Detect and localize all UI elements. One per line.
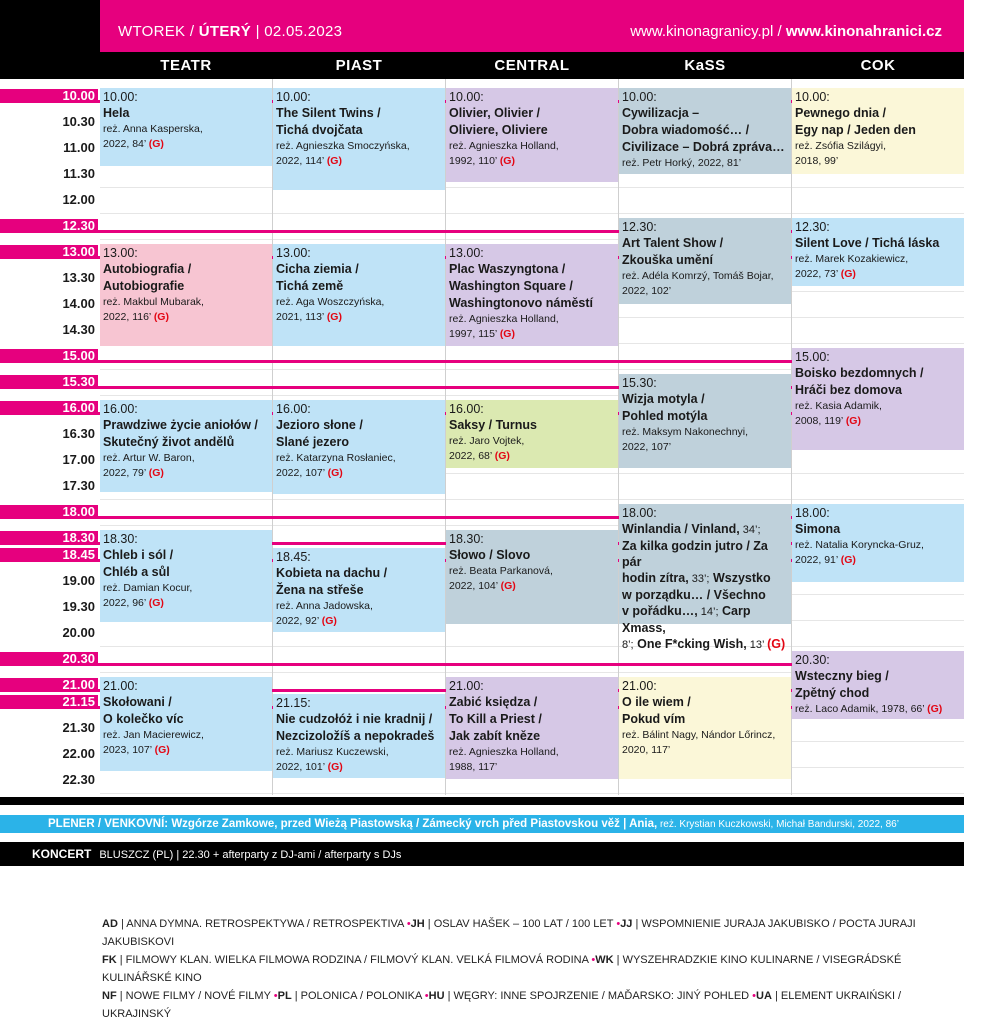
- film-year-duration-text: 2022, 102’: [622, 285, 672, 297]
- screening-teatr-1300[interactable]: [100, 244, 272, 346]
- film-title: Silent Love / Tichá láska: [795, 236, 940, 250]
- film-title: Slané jezero: [276, 435, 349, 449]
- film-title: Wsteczny bieg /: [795, 669, 889, 683]
- film-title: Pohled motýla: [622, 409, 708, 423]
- short-films-line: [622, 636, 788, 653]
- screening-cok-1500[interactable]: [792, 348, 964, 450]
- film-year-duration: [103, 137, 269, 152]
- screening-time: 18.30:: [449, 532, 484, 546]
- film-title: Chléb a sůl: [103, 565, 170, 579]
- film-year-duration-text: 2022, 91’: [795, 554, 838, 566]
- time-label: 18.00: [62, 504, 95, 519]
- legend-separator-dot: •: [616, 918, 621, 930]
- legend-code: HU: [428, 990, 445, 1002]
- film-director: reż. Katarzyna Rosłaniec,: [276, 452, 396, 464]
- time-label: 22.30: [62, 772, 95, 787]
- date-prefix: WTOREK /: [118, 23, 199, 40]
- film-title: Tichá země: [276, 279, 344, 293]
- film-year-duration: [449, 579, 615, 594]
- film-title: Cicha ziemia /: [276, 262, 359, 276]
- guest-badge: (G): [840, 268, 856, 280]
- short-film-text: w porządku… / Všechno: [622, 588, 766, 602]
- legend-code: AD: [102, 918, 118, 930]
- legend-code: WK: [595, 954, 614, 966]
- film-year-duration: [622, 743, 788, 758]
- film-year-duration-text: 2022, 114’: [276, 155, 324, 167]
- screening-cok-2030[interactable]: [792, 651, 964, 719]
- short-film-text: Winlandia / Vinland,: [622, 522, 740, 536]
- legend-separator-dot: •: [591, 954, 596, 966]
- time-label: 14.30: [62, 322, 95, 337]
- film-title: Zkouška umění: [622, 253, 713, 267]
- guest-badge: (G): [499, 328, 515, 340]
- film-director: reż. Agnieszka Holland,: [449, 746, 559, 758]
- time-label: 13.00: [62, 244, 95, 259]
- screening-kass-1230[interactable]: [619, 218, 791, 304]
- film-title: Simona: [795, 522, 841, 536]
- film-title: Boisko bezdomnych /: [795, 366, 924, 380]
- film-title: Pewnego dnia /: [795, 106, 886, 120]
- film-director: reż. Mariusz Kuczewski,: [276, 746, 389, 758]
- film-director: reż. Laco Adamik, 1978, 66’ (G): [795, 703, 943, 715]
- time-label: 22.00: [62, 746, 95, 761]
- film-year-duration-text: 1988, 117’: [449, 761, 498, 773]
- screening-central-2100[interactable]: [446, 677, 618, 779]
- film-year-duration-text: 2022, 84’: [103, 138, 146, 150]
- time-label: 12.00: [62, 192, 95, 207]
- film-title: Prawdziwe życie aniołów /: [103, 418, 258, 432]
- short-films-line: [622, 521, 788, 538]
- guest-badge: (G): [845, 415, 861, 427]
- film-year-duration-text: 2022, 79’: [103, 467, 146, 479]
- film-year-duration-text: 2021, 113’: [276, 311, 324, 323]
- film-director: reż. Jan Macierewicz,: [103, 729, 204, 741]
- time-label: 12.30: [62, 218, 95, 233]
- film-director: reż. Agnieszka Holland,: [449, 140, 559, 152]
- screening-time: 10.00:: [449, 90, 484, 104]
- film-year-duration: [622, 440, 788, 455]
- film-year-duration-text: 2018, 99’: [795, 155, 839, 167]
- film-director: reż. Beata Parkanová,: [449, 565, 553, 577]
- film-year-duration-text: 2022, 116’: [103, 311, 151, 323]
- short-film-text: 33’;: [688, 573, 710, 585]
- legend-description: | POLONICA / POLONIKA: [291, 990, 425, 1002]
- film-year-duration-text: 1997, 115’: [449, 328, 497, 340]
- plener-credits: reż. Krystian Kuczkowski, Michał Bandurski, 2022, 86’: [657, 819, 899, 830]
- time-label: 11.00: [63, 140, 95, 155]
- legend-separator-dot: •: [273, 990, 278, 1002]
- legend-description: | OSLAV HAŠEK – 100 LAT / 100 LET: [424, 918, 617, 930]
- film-title: Olivier, Olivier /: [449, 106, 541, 120]
- guest-badge: (G): [326, 311, 342, 323]
- film-year-duration: [103, 310, 269, 325]
- legend-description: | WSPOMNIENIE JURAJA JAKUBISKO / POCTA JURAJI JAKUBISKOVI: [102, 918, 916, 948]
- film-title: Žena na střeše: [276, 583, 364, 597]
- film-director: reż. Adéla Komrzý, Tomáš Bojar,: [622, 270, 774, 282]
- film-director: reż. Natalia Koryncka-Gruz,: [795, 539, 924, 551]
- screening-kass-1530[interactable]: [619, 374, 791, 468]
- time-label: 21.00: [62, 677, 95, 692]
- film-director: reż. Anna Kasperska,: [103, 123, 203, 135]
- film-year-duration-text: 2022, 92’: [276, 615, 319, 627]
- short-film-text: Carp Xmass,: [622, 604, 751, 635]
- time-label: 20.00: [62, 625, 95, 640]
- screening-time: 16.00:: [449, 402, 484, 416]
- time-label: 10.30: [62, 114, 95, 129]
- legend-description: | ANNA DYMNA. RETROSPEKTYWA / RETROSPEKTIVA: [117, 918, 407, 930]
- section-legend: [102, 915, 972, 1023]
- legend-separator-dot: •: [424, 990, 429, 1002]
- film-year-duration-text: 2022, 104’: [449, 580, 498, 592]
- film-director: reż. Damian Kocur,: [103, 582, 193, 594]
- time-label: 18.45: [62, 547, 95, 562]
- screening-time: 18.45:: [276, 550, 311, 564]
- film-title: Jak zabít kněze: [449, 729, 541, 743]
- film-year-duration: [449, 154, 615, 169]
- plener-bar: [0, 815, 964, 833]
- film-director: reż. Anna Jadowska,: [276, 600, 373, 612]
- film-title: Pokud vím: [622, 712, 686, 726]
- film-title: Zabić księdza /: [449, 695, 538, 709]
- film-director: reż. Artur W. Baron,: [103, 452, 195, 464]
- koncert-bar: [0, 842, 964, 866]
- screening-piast-1300[interactable]: [273, 244, 445, 346]
- screening-time: 21.15:: [276, 696, 311, 710]
- short-film-text: Za kilka godzin jutro / Za pár: [622, 539, 768, 569]
- column-header-teatr: TEATR: [160, 57, 212, 74]
- film-title: Autobiografia /: [103, 262, 192, 276]
- film-year-duration: [276, 760, 442, 775]
- film-title: Skutečný život andělů: [103, 435, 235, 449]
- screening-teatr-1830[interactable]: [100, 530, 272, 622]
- screening-time: 21.00:: [449, 679, 484, 693]
- film-title: Autobiografie: [103, 279, 185, 293]
- time-label: 17.30: [62, 478, 95, 493]
- column-header-piast: PIAST: [335, 57, 383, 74]
- legend-row: [102, 987, 972, 1023]
- time-label: 19.00: [62, 573, 95, 588]
- short-film-text: 14’;: [697, 606, 719, 618]
- short-film-text: 34’;: [739, 524, 761, 536]
- header-left-block: [0, 0, 100, 52]
- screening-central-1830[interactable]: [446, 530, 618, 624]
- screening-time: 18.00:: [622, 506, 657, 520]
- guest-badge: (G): [153, 311, 169, 323]
- film-title: Nezcizoložíš a nepokradeš: [276, 729, 435, 743]
- film-year-duration: [622, 284, 788, 299]
- screening-time: 15.30:: [622, 376, 657, 390]
- film-year-duration: [103, 596, 269, 611]
- film-title: Oliviere, Oliviere: [449, 123, 548, 137]
- film-year-duration: [795, 553, 961, 568]
- guest-badge: (G): [327, 467, 343, 479]
- grid-line: [100, 213, 964, 214]
- film-title: Hela: [103, 106, 130, 120]
- plener-text: / VENKOVNÍ: Wzgórze Zamkowe, przed Wieżą Piastowską / Zámecký vrch před Piastovskou věž | Ania,: [94, 818, 658, 830]
- guest-badge: (G): [767, 637, 786, 651]
- legend-row: [102, 915, 972, 951]
- grid-line: [100, 793, 964, 794]
- film-title: Hráči bez domova: [795, 383, 902, 397]
- film-title: Civilizace – Dobrá zpráva…: [622, 140, 785, 154]
- film-year-duration-text: 2008, 119’: [795, 415, 843, 427]
- legend-description: | ELEMENT UKRAIŃSKI / UKRAJINSKÝ: [102, 990, 902, 1020]
- film-year-duration-text: 2022, 96’: [103, 597, 146, 609]
- film-director: reż. Agnieszka Holland,: [449, 313, 559, 325]
- film-title: Washingtonovo náměstí: [449, 296, 593, 310]
- film-title: The Silent Twins /: [276, 106, 381, 120]
- film-director: reż. Petr Horký, 2022, 81’: [622, 157, 742, 169]
- screening-time: 16.00:: [276, 402, 311, 416]
- time-label: 16.30: [62, 426, 95, 441]
- film-title: Washington Square /: [449, 279, 573, 293]
- koncert-label: KONCERT: [32, 847, 92, 861]
- legend-code: JJ: [620, 918, 633, 930]
- short-films-line: [622, 570, 788, 587]
- film-year-duration: [276, 154, 442, 169]
- legend-separator-dot: •: [406, 918, 411, 930]
- film-title: Kobieta na dachu /: [276, 566, 388, 580]
- short-film-text: Wszystko: [709, 571, 771, 585]
- plener-label: PLENER: [48, 818, 95, 830]
- film-year-duration-text: 2022, 73’: [795, 268, 838, 280]
- screening-kass-2100[interactable]: [619, 677, 791, 779]
- guest-badge: (G): [154, 744, 170, 756]
- screening-piast-2115[interactable]: [273, 694, 445, 778]
- url-pl-link[interactable]: www.kinonagranicy.pl /: [630, 23, 786, 40]
- screening-kass-1800[interactable]: [619, 504, 791, 651]
- film-year-duration: [103, 743, 269, 758]
- screening-time: 10.00:: [795, 90, 830, 104]
- column-header-central: CENTRAL: [494, 57, 570, 74]
- guest-badge: (G): [148, 597, 164, 609]
- legend-description: | NOWE FILMY / NOVÉ FILMY: [116, 990, 274, 1002]
- guest-badge: (G): [326, 155, 342, 167]
- time-label: 21.15: [62, 694, 95, 709]
- legend-description: | WĘGRY: INNE SPOJRZENIE / MAĎARSKO: JINÝ POHLED: [444, 990, 753, 1002]
- grid-line: [100, 646, 964, 647]
- column-header-kass: KaSS: [684, 57, 726, 74]
- film-title: O ile wiem /: [622, 695, 691, 709]
- film-title: Cywilizacja –: [622, 106, 700, 120]
- film-title: Plac Waszyngtona /: [449, 262, 566, 276]
- legend-code: FK: [102, 954, 117, 966]
- screening-cok-1800[interactable]: [792, 504, 964, 582]
- screening-teatr-2100[interactable]: [100, 677, 272, 771]
- header-urls: [630, 23, 942, 40]
- date-day-cz: ÚTERÝ: [198, 23, 252, 40]
- guest-badge: (G): [327, 761, 343, 773]
- schedule-bottom-bar: [0, 797, 964, 805]
- film-year-duration-text: 2023, 107’: [103, 744, 152, 756]
- screening-piast-1000[interactable]: [273, 88, 445, 190]
- screening-time: 10.00:: [103, 90, 138, 104]
- screening-time: 10.00:: [622, 90, 657, 104]
- film-director: reż. Aga Woszczyńska,: [276, 296, 385, 308]
- time-label: 10.00: [62, 88, 95, 103]
- guest-badge: (G): [148, 138, 164, 150]
- film-title: Nie cudzołóż i nie kradnij /: [276, 712, 433, 726]
- header-bar: [100, 0, 964, 52]
- screening-time: 12.30:: [622, 220, 657, 234]
- screening-piast-1845[interactable]: [273, 548, 445, 632]
- film-year-duration-text: 2022, 101’: [276, 761, 325, 773]
- guest-badge: (G): [500, 580, 516, 592]
- film-year-duration: [795, 154, 961, 169]
- film-director: reż. Jaro Vojtek,: [449, 435, 525, 447]
- short-films-line: [622, 603, 788, 636]
- film-year-duration: [276, 310, 442, 325]
- screening-time: 18.00:: [795, 506, 830, 520]
- film-title: Wizja motyla /: [622, 392, 705, 406]
- screening-piast-1600[interactable]: [273, 400, 445, 494]
- screening-teatr-1000[interactable]: [100, 88, 272, 166]
- screening-time: 20.30:: [795, 653, 830, 667]
- legend-description: | WYSZEHRADZKIE KINO KULINARNE / VISEGRÁDSKÉ KULINÁŘSKÉ KINO: [102, 954, 902, 984]
- film-year-duration: [276, 466, 442, 481]
- grid-line: [100, 187, 964, 188]
- guest-badge: (G): [494, 450, 510, 462]
- film-director: reż. Agnieszka Smoczyńska,: [276, 140, 410, 152]
- short-film-text: v pořádku…,: [622, 604, 698, 618]
- url-cz-link[interactable]: www.kinonahranici.cz: [785, 23, 942, 40]
- legend-separator-dot: •: [752, 990, 757, 1002]
- header-date: [118, 23, 342, 40]
- screening-time: 21.00:: [103, 679, 138, 693]
- legend-code: PL: [277, 990, 292, 1002]
- film-title: To Kill a Priest /: [449, 712, 542, 726]
- screening-central-1000[interactable]: [446, 88, 618, 182]
- screening-time: 10.00:: [276, 90, 311, 104]
- film-title: Skołowani /: [103, 695, 172, 709]
- film-year-duration: [449, 327, 615, 342]
- time-label: 15.30: [62, 374, 95, 389]
- film-director: reż. Makbul Mubarak,: [103, 296, 204, 308]
- film-title: Jezioro słone /: [276, 418, 363, 432]
- screening-central-1300[interactable]: [446, 244, 618, 346]
- time-label: 20.30: [62, 651, 95, 666]
- film-year-duration: [795, 267, 961, 282]
- screening-time: 18.30:: [103, 532, 138, 546]
- screening-time: 13.00:: [449, 246, 484, 260]
- film-title: Chleb i sól /: [103, 548, 174, 562]
- film-year-duration-text: 2022, 68’: [449, 450, 492, 462]
- short-film-text: 8’;: [622, 639, 634, 651]
- film-year-duration-text: 1992, 110’: [449, 155, 497, 167]
- grid-line: [100, 499, 964, 500]
- guest-badge: (G): [927, 703, 943, 715]
- film-year-duration: [276, 614, 442, 629]
- screening-cok-1230[interactable]: [792, 218, 964, 286]
- film-director: reż. Maksym Nakonechnyi,: [622, 426, 749, 438]
- legend-description: | FILMOWY KLAN. WIELKA FILMOWA RODZINA / FILMOVÝ KLAN. VELKÁ FILMOVÁ RODINA: [116, 954, 592, 966]
- time-label: 17.00: [62, 452, 95, 467]
- screening-cok-1000[interactable]: [792, 88, 964, 174]
- short-films-line: [622, 587, 788, 603]
- legend-code: NF: [102, 990, 117, 1002]
- time-label: 16.00: [62, 400, 95, 415]
- film-director: reż. Marek Kozakiewicz,: [795, 253, 909, 265]
- screening-central-1600[interactable]: [446, 400, 618, 468]
- film-year-duration-text: 2022, 107’: [276, 467, 325, 479]
- screening-kass-1000[interactable]: [619, 88, 791, 174]
- time-label: 11.30: [63, 166, 95, 181]
- film-director: reż. Kasia Adamik,: [795, 400, 882, 412]
- film-title: Tichá dvojčata: [276, 123, 363, 137]
- screening-time: 12.30:: [795, 220, 830, 234]
- film-title: Saksy / Turnus: [449, 418, 537, 432]
- screening-time: 21.00:: [622, 679, 657, 693]
- time-label: 13.30: [62, 270, 95, 285]
- koncert-text: BLUSZCZ (PL) | 22.30 + afterparty z DJ-ami / afterparty s DJs: [99, 849, 402, 861]
- short-films-line: [622, 538, 788, 570]
- time-label: 18.30: [62, 530, 95, 545]
- guest-badge: (G): [148, 467, 164, 479]
- screening-teatr-1600[interactable]: [100, 400, 272, 492]
- legend-code: UA: [756, 990, 772, 1002]
- time-label: 15.00: [62, 348, 95, 363]
- time-label: 19.30: [62, 599, 95, 614]
- legend-code: JH: [410, 918, 425, 930]
- film-title: Dobra wiadomość… /: [622, 123, 750, 137]
- time-label: 21.30: [62, 720, 95, 735]
- date-suffix: | 02.05.2023: [251, 23, 343, 40]
- film-year-duration: [795, 414, 961, 429]
- guest-badge: (G): [321, 615, 337, 627]
- film-director: reż. Bálint Nagy, Nándor Lőrincz,: [622, 729, 776, 741]
- film-title: Egy nap / Jeden den: [795, 123, 916, 137]
- screening-time: 15.00:: [795, 350, 830, 364]
- film-year-duration-text: 2022, 107’: [622, 441, 672, 453]
- film-year-duration: [449, 449, 615, 464]
- film-year-duration: [449, 760, 615, 775]
- film-year-duration: [103, 466, 269, 481]
- film-title: Art Talent Show /: [622, 236, 724, 250]
- film-title: Słowo / Slovo: [449, 548, 531, 562]
- legend-row: [102, 951, 972, 987]
- screening-time: 13.00:: [103, 246, 138, 260]
- screening-time: 16.00:: [103, 402, 138, 416]
- guest-badge: (G): [499, 155, 515, 167]
- screening-time: 13.00:: [276, 246, 311, 260]
- short-film-text: One F*cking Wish,: [633, 637, 747, 651]
- guest-badge: (G): [840, 554, 856, 566]
- short-film-text: 13’: [746, 639, 768, 651]
- film-title: Zpětný chod: [795, 686, 870, 700]
- film-year-duration-text: 2020, 117’: [622, 744, 671, 756]
- column-header-cok: COK: [860, 57, 896, 74]
- film-title: O kolečko víc: [103, 712, 184, 726]
- short-film-text: hodin zítra,: [622, 571, 689, 585]
- film-director: reż. Zsófia Szilágyi,: [795, 140, 887, 152]
- time-label: 14.00: [62, 296, 95, 311]
